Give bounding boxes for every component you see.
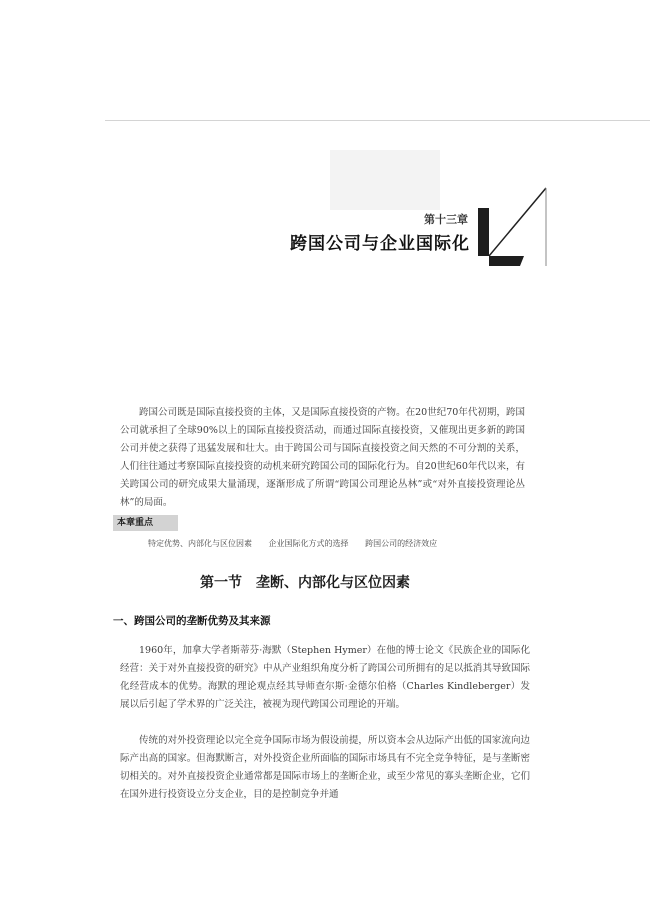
key-point-item: 企业国际化方式的选择 [268,539,349,548]
key-point-item: 跨国公司的经济效应 [365,539,438,548]
deco-panel [330,150,440,210]
deco-diagonal [489,188,546,256]
header-rule [105,120,650,121]
key-point-item: 特定优势、内部化与区位因素 [148,539,252,548]
chapter-title: 跨国公司与企业国际化 [290,234,470,254]
subsection-title: 一、跨国公司的垄断优势及其来源 [113,615,271,627]
body-paragraph: 1960年，加拿大学者斯蒂芬·海默（Stephen Hymer）在他的博士论文《民族企业的国际化经营：关于对外直接投资的研究》中从产业组织角度分析了跨国公司所拥有的足以抵消其导致国际化经营成本的优势。海默的理论观点经其导师查尔斯·金德尔伯格（Charles Kindleberger）发展以后引起了学术界的广泛关注，被视为现代跨国公司理论的开端。 [120,645,530,710]
section-title: 第一节 垄断、内部化与区位因素 [200,575,410,591]
key-points-badge: 本章重点 [113,515,178,531]
deco-bar [478,208,489,256]
chapter-number: 第十三章 [424,213,468,226]
body-paragraph: 传统的对外投资理论以完全竞争国际市场为假设前提，所以资本会从边际产出低的国家流向边际产出高的国家。但海默断言，对外投资企业所面临的国际市场具有不完全竞争特征，是与垄断密切相关的。对外直接投资企业通常都是国际市场上的垄断企业，或至少常见的寡头垄断企业，它们在国外进行投资设立分支企业，目的是控制竞争并通 [120,735,530,800]
chapter-intro: 跨国公司既是国际直接投资的主体，又是国际直接投资的产物。在20世纪70年代初期，跨国公司就承担了全球90%以上的国际直接投资活动，而通过国际直接投资，又催现出更多新的跨国公司并使之获得了迅猛发展和壮大。由于跨国公司与国际直接投资之间天然的不可分割的关系，人们往往通过考察国际直接投资的动机来研究跨国公司的国际化行为。自20世纪60年代以来，有关跨国公司的研究成果大量涌现，逐渐形成了所谓“跨国公司理论丛林”或“对外直接投资理论丛林”的局面。 [120,407,525,508]
deco-foot [489,256,524,266]
key-points-list [148,538,451,549]
